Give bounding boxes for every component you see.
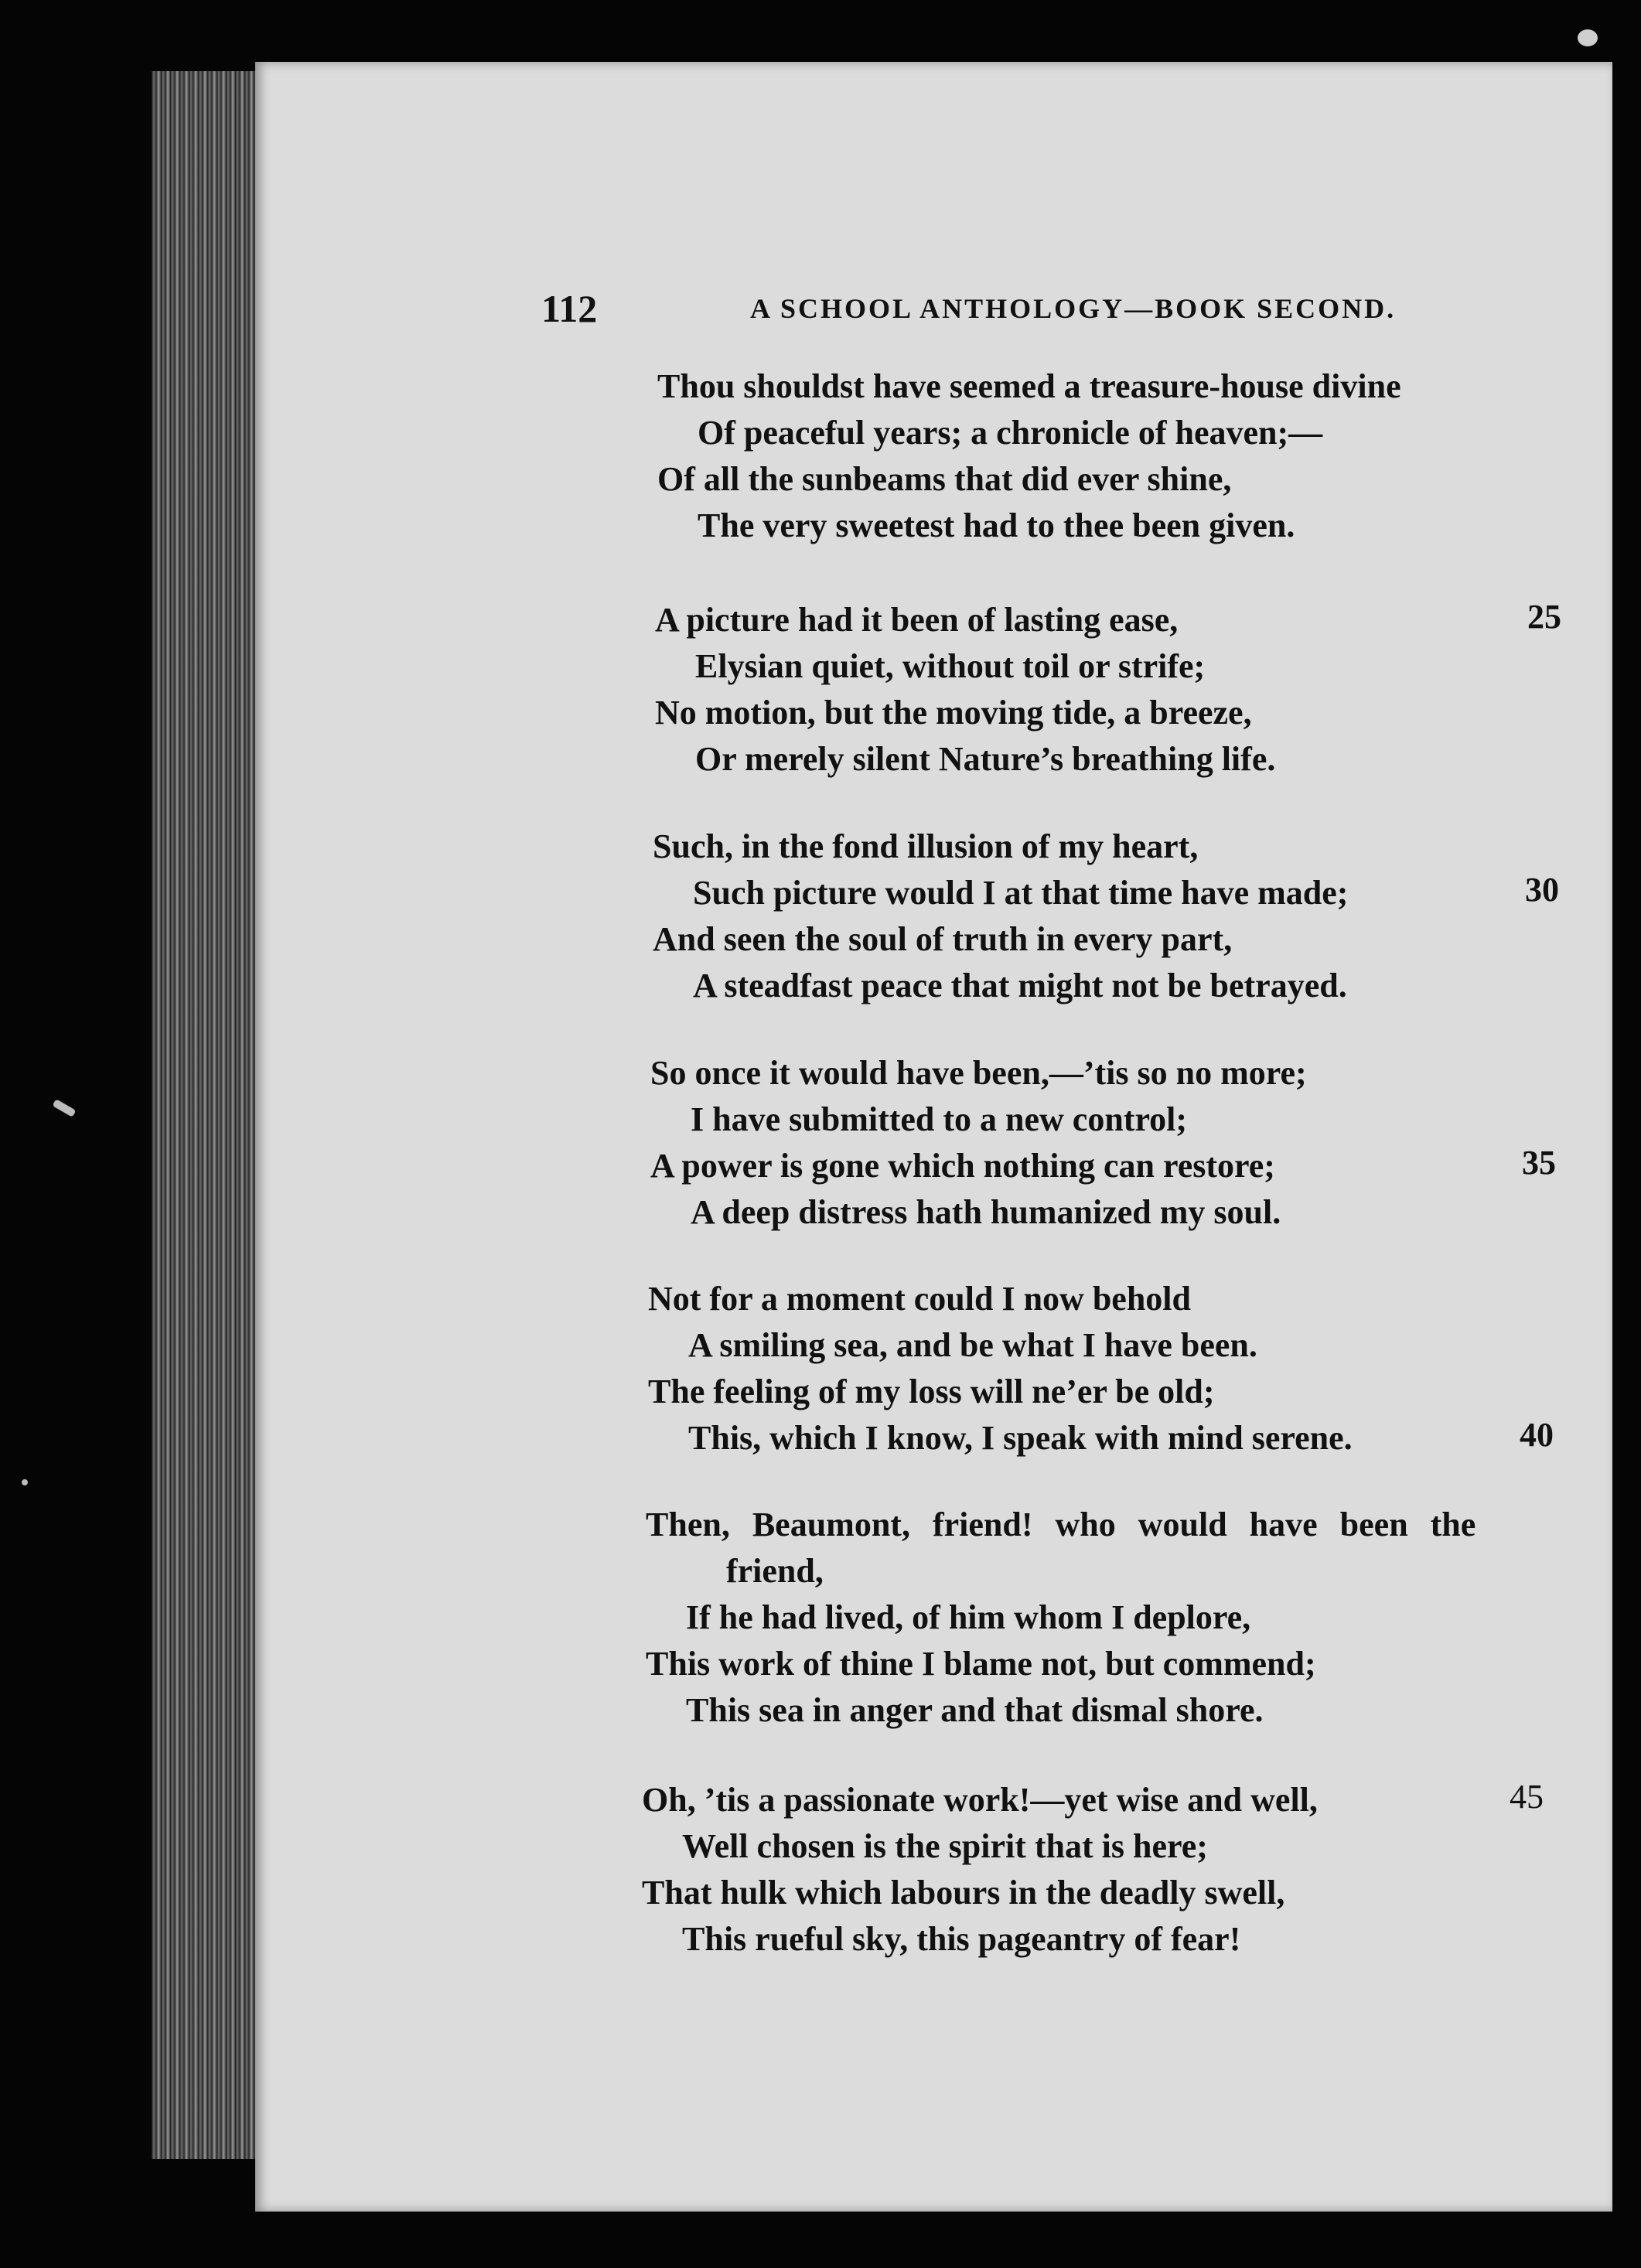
line-number: 30	[1525, 871, 1559, 909]
stanza	[655, 597, 1583, 783]
poem-line: So once it would have been,—’tis so no more;	[650, 1054, 1307, 1092]
poem-line: Of all the sunbeams that did ever shine,	[657, 460, 1232, 498]
poem-line: A steadfast peace that might not be betrayed.	[693, 967, 1347, 1004]
poem-line: Elysian quiet, without toil or strife;	[695, 647, 1206, 685]
running-head: A SCHOOL ANTHOLOGY—BOOK SECOND.	[750, 293, 1397, 324]
poem-line: Such picture would I at that time have made;	[693, 874, 1349, 912]
poem-line: Not for a moment could I now behold	[648, 1280, 1192, 1318]
poem-line: friend,	[726, 1552, 824, 1590]
poem-line: Well chosen is the spirit that is here;	[682, 1827, 1208, 1865]
line-number: 35	[1522, 1144, 1556, 1182]
poem-line: I have submitted to a new control;	[691, 1100, 1188, 1138]
poem-line: A smiling sea, and be what I have been.	[688, 1326, 1257, 1364]
page-header	[255, 286, 1612, 371]
poem-line: This sea in anger and that dismal shore.	[686, 1691, 1264, 1729]
poem-line: Of peaceful years; a chronicle of heaven;—	[698, 414, 1323, 452]
poem-line: Then, Beaumont, friend! who would have been the	[646, 1506, 1476, 1543]
poem-line: A picture had it been of lasting ease,	[655, 601, 1179, 639]
poem-line: Or merely silent Nature’s breathing life.	[695, 740, 1276, 778]
line-number: 25	[1527, 598, 1561, 636]
stanza	[657, 363, 1585, 549]
stanza	[642, 1777, 1570, 1963]
line-number: 45	[1510, 1778, 1544, 1816]
line-number: 40	[1520, 1416, 1554, 1454]
poem-line: The feeling of my loss will ne’er be old;	[648, 1373, 1215, 1410]
scan-speck	[22, 1479, 28, 1485]
scan-speck	[1578, 29, 1598, 46]
poem-line: Thou shouldst have seemed a treasure-house divine	[657, 367, 1401, 405]
page-number: 112	[541, 287, 598, 330]
poem-line: The very sweetest had to thee been given.	[698, 506, 1295, 544]
stanza	[653, 824, 1581, 1009]
stanza	[648, 1276, 1576, 1461]
poem-line: Such, in the fond illusion of my heart,	[653, 827, 1199, 865]
poem-line: And seen the soul of truth in every part,	[653, 920, 1233, 958]
poem-line: This rueful sky, this pageantry of fear!	[682, 1920, 1241, 1958]
scan-speck	[53, 1099, 77, 1117]
stanza	[646, 1502, 1605, 1734]
stanza	[650, 1050, 1578, 1236]
book-page	[255, 62, 1612, 2212]
poem-line: Oh, ’tis a passionate work!—yet wise and well,	[642, 1781, 1318, 1819]
poem-line: No motion, but the moving tide, a breeze,	[655, 694, 1252, 732]
poem-line: A power is gone which nothing can restore;	[650, 1147, 1275, 1185]
page-block-edge	[152, 71, 269, 2159]
poem-line: That hulk which labours in the deadly swell,	[642, 1874, 1285, 1912]
poem-line: A deep distress hath humanized my soul.	[691, 1193, 1281, 1231]
poem-line: This work of thine I blame not, but commend;	[646, 1645, 1316, 1683]
poem-line: This, which I know, I speak with mind serene.	[688, 1419, 1353, 1457]
poem-line: If he had lived, of him whom I deplore,	[686, 1598, 1251, 1636]
